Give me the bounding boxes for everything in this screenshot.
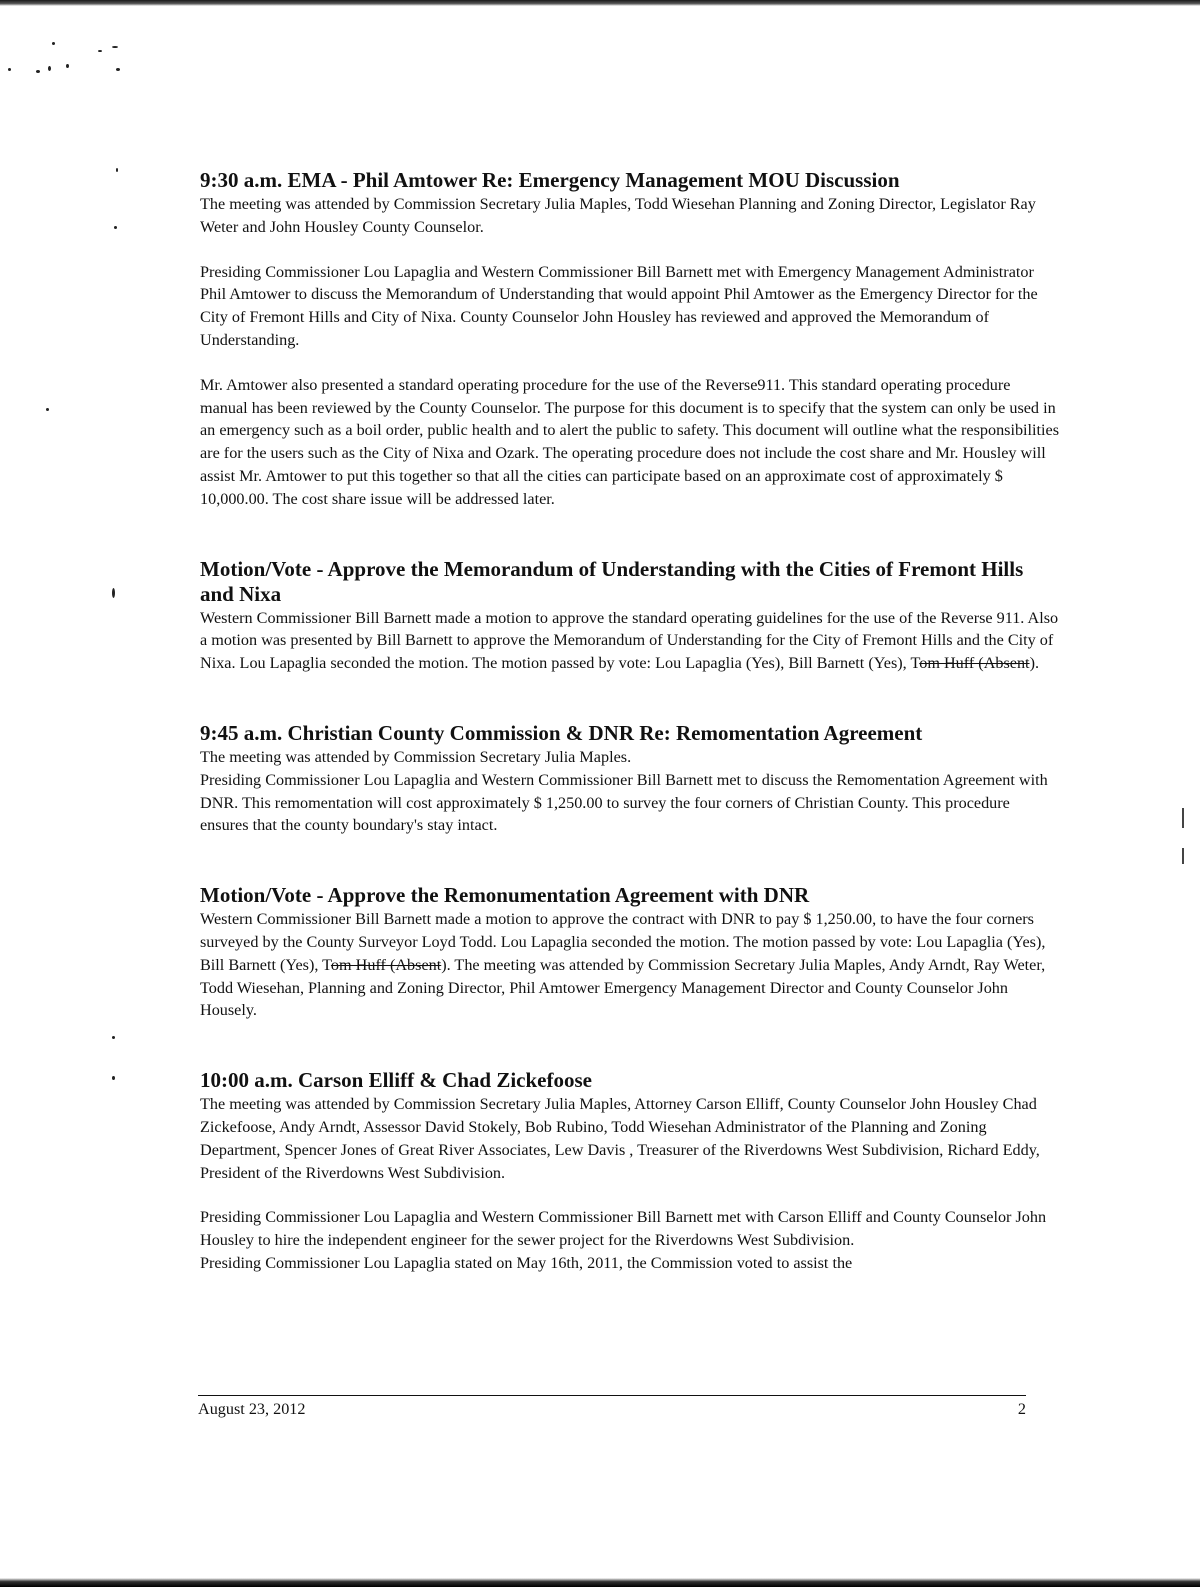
scan-speck (36, 70, 40, 73)
motion-text: Western Commissioner Bill Barnett made a motion to approve the standard operating guidelines for the use of the Reverse 911. Also a motion was presented by Bill Barnett to approve the Memorandum of Understanding for the City of Fremont Hills and the City of Nixa. Lou Lapaglia seconded the motion. The motion passed by vote: Lou Lapaglia (Yes), Bill Barnett (Yes), T (200, 608, 1059, 673)
scan-speck (112, 1036, 115, 1039)
scan-speck (8, 68, 11, 71)
section-heading: Motion/Vote - Approve the Remonumentation Agreement with DNR (200, 883, 810, 908)
minutes-body (200, 168, 1060, 1275)
body-paragraph: Presiding Commissioner Lou Lapaglia and Western Commissioner Bill Barnett met with Carson Elliff and County Counselor John Housley to hire the independent engineer for the sewer project for the Riverdowns West Subdivision. (200, 1208, 1047, 1250)
attendance-paragraph: The meeting was attended by Commission Secretary Julia Maples, Todd Wiesehan Planning and Zoning Director, Legislator Ray Weter and John Housley County Counselor. (200, 195, 1036, 236)
motion-vote-remonumentation (200, 883, 1060, 1022)
scan-speck (98, 50, 102, 52)
section-heading: 9:45 a.m. Christian County Commission & DNR Re: Remomentation Agreement (200, 720, 923, 745)
section-heading: Motion/Vote - Approve the Memorandum of Understanding with the Cities of Fremont Hills and Nixa (200, 556, 1024, 606)
scan-edge-top (0, 0, 1200, 6)
agenda-item-dnr-remomentation (200, 721, 1060, 837)
motion-paragraph (200, 908, 1060, 1022)
motion-text: Western Commissioner Bill Barnett made a motion to approve the contract with DNR to pay $ 1,250.00, to have the four corners surveyed by the County Surveyor Loyd Todd. Lou Lapaglia seconded the motion. The motion passed by vote: Lou Lapaglia (Yes), Bill Barnett (Yes), T (200, 910, 1046, 974)
footer-date: August 23, 2012 (198, 1400, 306, 1418)
scan-speck (112, 1076, 115, 1080)
section-heading: 9:30 a.m. EMA - Phil Amtower Re: Emergency Management MOU Discussion (200, 168, 900, 192)
body-paragraph: Presiding Commissioner Lou Lapaglia and Western Commissioner Bill Barnett met to discuss the Remomentation Agreement with DNR. This remomentation will cost approximately $ 1,250.00 to survey the four corners of Christian County. This procedure ensures that the county boundary's stay intact. (200, 770, 1048, 835)
struck-text: om Huff (Absent (330, 955, 442, 974)
attendance-paragraph: The meeting was attended by Commission Secretary Julia Maples. (200, 747, 632, 766)
scan-edge-bottom (0, 1578, 1200, 1587)
motion-text-end: ). (1029, 654, 1039, 673)
motion-paragraph (200, 607, 1060, 675)
scan-speck (46, 408, 49, 411)
scan-margin-mark (1182, 808, 1184, 828)
scan-speck (114, 226, 117, 229)
body-paragraph-continued: Presiding Commissioner Lou Lapaglia stated on May 16th, 2011, the Commission voted to assist the (200, 1253, 853, 1272)
agenda-item-elliff-zickefoose (200, 1068, 1060, 1275)
scan-speck (112, 46, 118, 48)
section-heading: 10:00 a.m. Carson Elliff & Chad Zickefoose (200, 1068, 592, 1093)
scan-speck (66, 64, 69, 68)
motion-text-end: ). The meeting was attended by Commission Secretary Julia Maples, Andy Arndt, Ray Weter, Todd Wiesehan, Planning and Zoning Director, Phil Amtower Emergency Management Director and County Counselor John Housely. (200, 955, 1046, 1020)
body-paragraph: Presiding Commissioner Lou Lapaglia and Western Commissioner Bill Barnett met with Emergency Management Administrator Phil Amtower to discuss the Memorandum of Understanding that would appoint Phil Amtower as the Emergency Director for the City of Fremont Hills and City of Nixa. County Counselor John Housley has reviewed and approved the Memorandum of Understanding. (200, 262, 1038, 349)
scan-speck (112, 588, 115, 598)
scan-margin-mark (1182, 848, 1184, 864)
agenda-item-ema-mou (200, 168, 1060, 511)
body-paragraph: Mr. Amtower also presented a standard operating procedure for the use of the Reverse911. This standard operating procedure manual has been reviewed by the County Counselor. The purpose for this document is to specify that the system can only be used in an emergency such as a boil order, public health and to alert the public to safety. This document will outline what the responsibilities are for the users such as the City of Nixa and Ozark. The operating procedure does not include the cost share and Mr. Housley will assist Mr. Amtower to put this together so that all the cities can participate based on an approximate cost of approximately $ 10,000.00. The cost share issue will be addressed later. (200, 375, 1060, 508)
scan-speck (52, 42, 55, 45)
scan-speck (48, 66, 51, 71)
struck-text: om Huff (Absent (919, 654, 1030, 673)
page-number: 2 (1017, 1400, 1026, 1418)
scan-speck (116, 168, 118, 172)
motion-vote-mou (200, 557, 1060, 675)
scan-speck (116, 68, 120, 71)
page-footer (198, 1395, 1026, 1420)
attendance-paragraph: The meeting was attended by Commission Secretary Julia Maples, Attorney Carson Elliff, County Counselor John Housley Chad Zickefoose, Andy Arndt, Assessor David Stokely, Bob Rubino, Todd Wiesehan Administrator of the Planning and Zoning Department, Spencer Jones of Great River Associates, Lew Davis , Treasurer of the Riverdowns West Subdivision, Richard Eddy, President of the Riverdowns West Subdivision. (200, 1095, 1040, 1182)
